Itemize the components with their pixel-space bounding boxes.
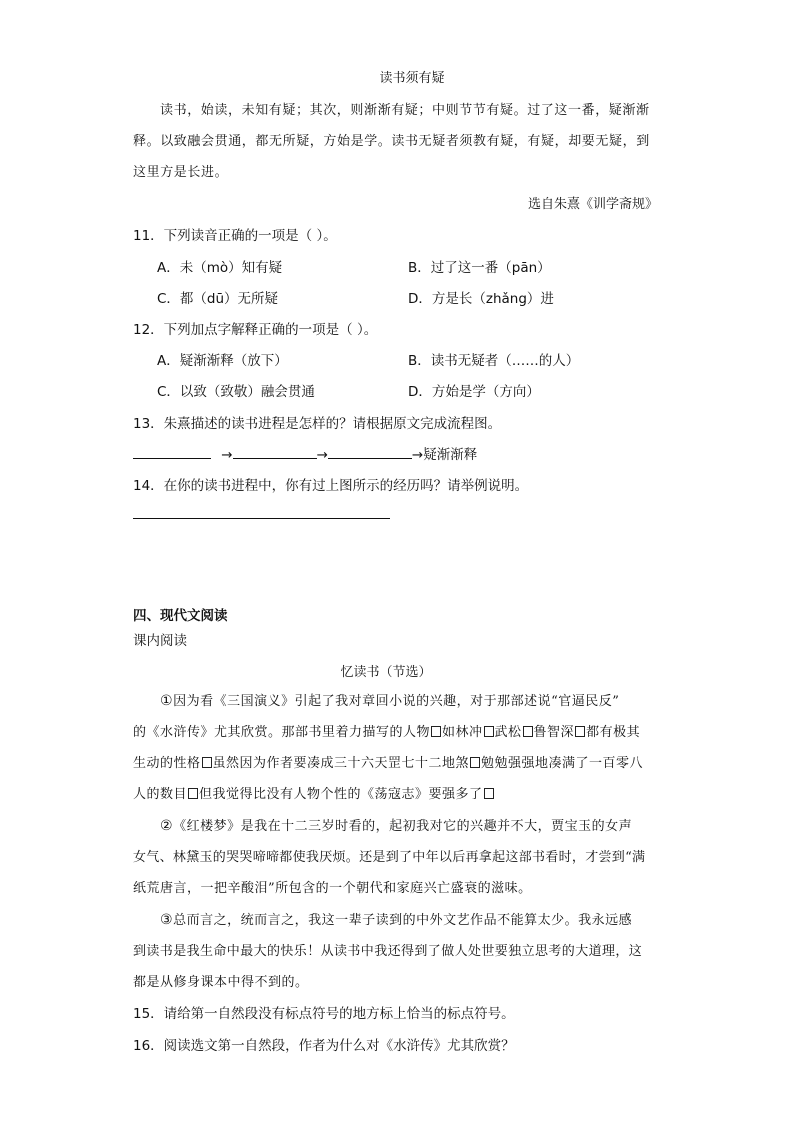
question-11-option-d[interactable]: D．方是长（zhǎng）进 <box>408 291 554 307</box>
flowchart-row <box>133 443 477 463</box>
passage1-source: 选自朱熹《训学斋规》 <box>527 197 658 212</box>
question-11-stem: 11．下列读音正确的一项是（ ）。 <box>133 228 337 244</box>
section-4-heading: 四、现代文阅读 <box>133 608 228 624</box>
punctuation-box[interactable] <box>575 726 585 737</box>
passage1-line-2: 释。以致融会贯通，都无所疑，方始是学。读书无疑者须教有疑，有疑，却要无疑，到 <box>133 134 650 149</box>
passage1-line-3: 这里方是长进。 <box>133 165 229 180</box>
flowchart-arrow-2: → <box>316 447 328 463</box>
flowchart-blank-1[interactable] <box>133 444 211 459</box>
question-12-stem: 12．下列加点字解释正确的一项是（ ）。 <box>133 322 378 338</box>
flowchart-blank-3[interactable] <box>328 444 412 459</box>
question-11-option-b[interactable]: B．过了这一番（pān） <box>408 260 551 276</box>
punctuation-box[interactable] <box>484 788 494 799</box>
question-13-stem: 13．朱熹描述的读书进程是怎样的？请根据原文完成流程图。 <box>133 416 502 432</box>
paragraph-number-1: ① <box>160 693 174 709</box>
question-16-stem: 16．阅读选文第一自然段，作者为什么对《水浒传》尤其欣赏？ <box>133 1038 515 1054</box>
question-14-stem: 14．在你的读书进程中，你有过上图所示的经历吗？请举例说明。 <box>133 478 529 494</box>
passage2-p2-line-3: 纸荒唐言，一把辛酸泪”所包含的一个朝代和家庭兴亡盛衰的滋味。 <box>133 881 532 896</box>
question-12-option-d[interactable]: D．方始是学（方向） <box>408 384 540 400</box>
question-15-stem: 15．请给第一自然段没有标点符号的地方标上恰当的标点符号。 <box>133 1006 515 1022</box>
paragraph-number-2: ② <box>160 818 174 834</box>
passage2-p3-line-3: 都是从修身课本中得不到的。 <box>133 975 309 990</box>
passage2-p2-line-1: ②《红楼梦》是我在十二三岁时看的，起初我对它的兴趣并不大，贾宝玉的女声 <box>160 818 633 834</box>
passage2-p3-line-2: 到读书是我生命中最大的快乐！从读书中我还得到了做人处世要独立思考的大道理，这 <box>133 944 643 959</box>
question-14-answer-line[interactable] <box>133 518 390 519</box>
flowchart-end: →疑渐渐释 <box>411 447 478 463</box>
passage2-p1-line-1: ①因为看《三国演义》引起了我对章回小说的兴趣，对于那部述说“官逼民反” <box>160 693 620 709</box>
punctuation-box[interactable] <box>470 757 480 768</box>
punctuation-box[interactable] <box>484 726 494 737</box>
punctuation-box[interactable] <box>523 726 533 737</box>
question-12-option-a[interactable]: A．疑渐渐释（放下） <box>157 353 288 369</box>
question-12-option-b[interactable]: B．读书无疑者（……的人） <box>408 353 580 369</box>
punctuation-box[interactable] <box>431 726 441 737</box>
passage2-p2-line-2: 女气、林黛玉的哭哭啼啼都使我厌烦。还是到了中年以后再拿起这部书看时，才尝到“满 <box>133 850 646 865</box>
paragraph-number-3: ③ <box>160 912 174 928</box>
passage2-p1-line-3: 生动的性格 虽然因为作者要凑成三十六天罡七十二地煞 勉勉强强地凑满了一百零八 <box>133 756 644 771</box>
passage2-p3-line-1: ③总而言之，统而言之，我这一辈子读到的中外文艺作品不能算太少。我永远感 <box>160 912 633 928</box>
punctuation-box[interactable] <box>202 757 212 768</box>
section-4-subheading: 课内阅读 <box>133 633 187 649</box>
question-11-option-a[interactable]: A．未（mò）知有疑 <box>157 260 283 276</box>
punctuation-box[interactable] <box>188 788 198 799</box>
flowchart-arrow-1: → <box>221 447 233 463</box>
flowchart-blank-2[interactable] <box>233 444 317 459</box>
passage2-p1-line-4: 人的数目 但我觉得比没有人物个性的《荡寇志》要强多了 <box>133 783 495 802</box>
passage1-title: 读书须有疑 <box>379 71 445 86</box>
passage2-title: 忆读书（节选） <box>340 665 432 680</box>
question-12-option-c[interactable]: C．以致（致敬）融会贯通 <box>157 384 315 400</box>
passage1-line-1: 读书，始读，未知有疑；其次，则渐渐有疑；中则节节有疑。过了这一番，疑渐渐 <box>160 103 650 118</box>
passage2-p1-line-2: 的《水浒传》尤其欣赏。那部书里着力描写的人物 如林冲 武松 鲁智深 都有极其 <box>133 725 641 740</box>
question-11-option-c[interactable]: C．都（dū）无所疑 <box>157 291 279 307</box>
